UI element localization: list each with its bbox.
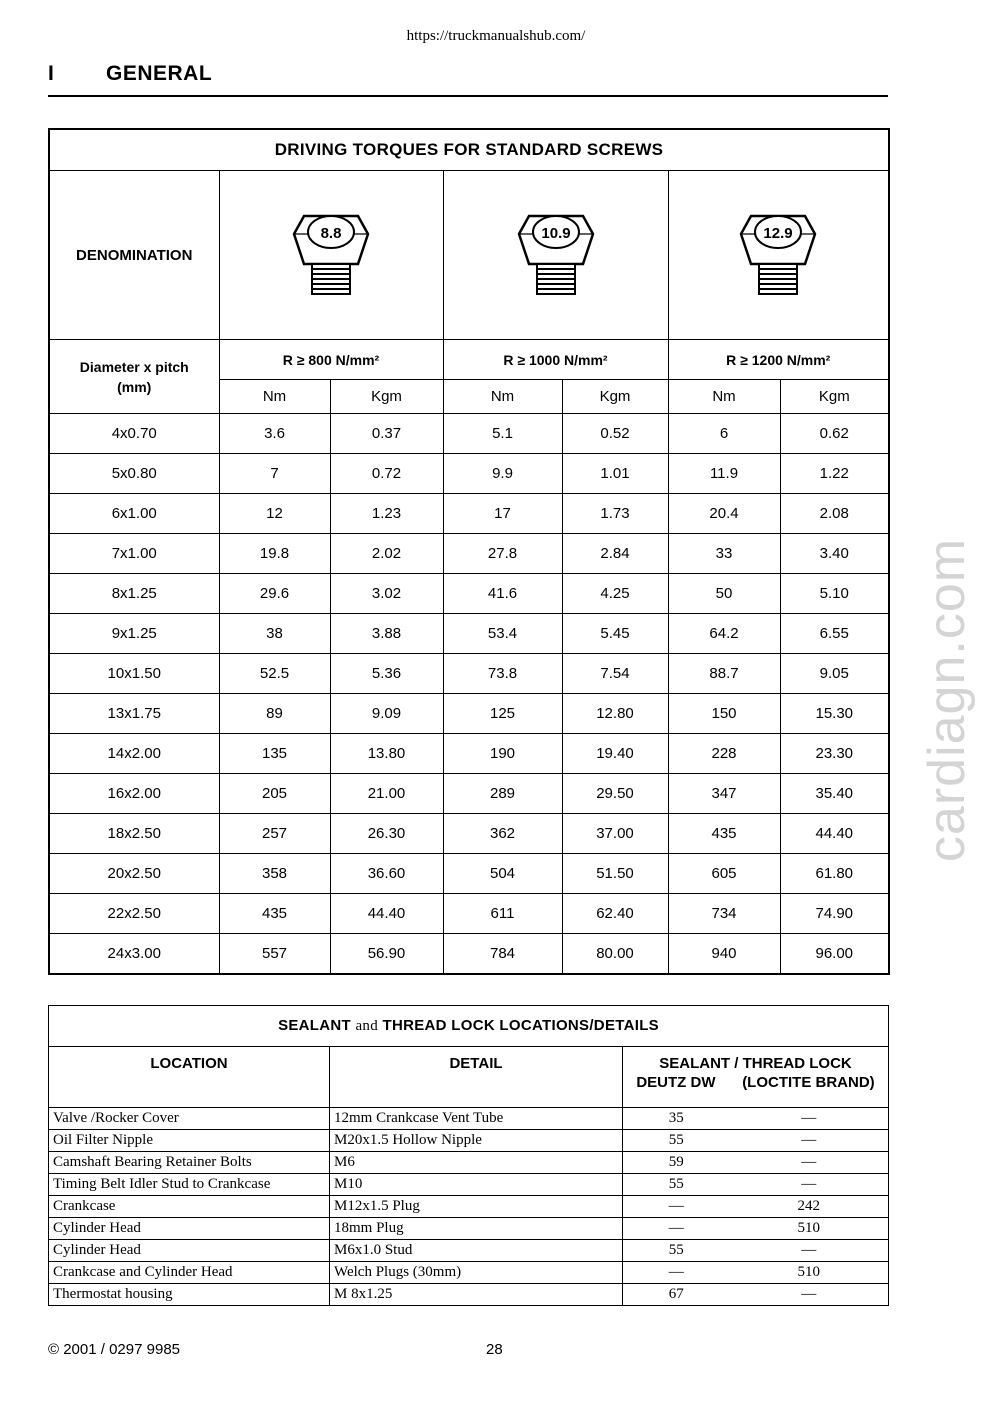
torque-value-cell: 35.40 xyxy=(780,774,889,814)
loctite-cell: — xyxy=(730,1240,889,1262)
sealant-row xyxy=(49,1196,889,1218)
strength-header: R ≥ 800 N/mm² xyxy=(219,340,443,380)
sealant-table xyxy=(48,1005,889,1306)
torque-value-cell: 13.80 xyxy=(330,734,443,774)
torque-row xyxy=(49,734,889,774)
torque-value-cell: 605 xyxy=(668,854,780,894)
bolt-10-9-icon xyxy=(511,208,601,303)
diameter-cell: 7x1.00 xyxy=(49,534,219,574)
strength-header: R ≥ 1000 N/mm² xyxy=(443,340,668,380)
torque-value-cell: 29.6 xyxy=(219,574,330,614)
torque-value-cell: 33 xyxy=(668,534,780,574)
torque-value-cell: 12 xyxy=(219,494,330,534)
diameter-header xyxy=(49,340,219,414)
torque-value-cell: 7.54 xyxy=(562,654,668,694)
unit-header: Nm xyxy=(668,380,780,414)
location-cell: Crankcase and Cylinder Head xyxy=(49,1262,330,1284)
bolt-cell-8-8 xyxy=(219,171,443,340)
torque-table-body xyxy=(49,414,889,975)
strength-header: R ≥ 1200 N/mm² xyxy=(668,340,889,380)
sealant-row xyxy=(49,1152,889,1174)
loctite-cell: — xyxy=(730,1174,889,1196)
loctite-subheader: (LOCTITE BRAND) xyxy=(742,1074,875,1091)
location-cell: Cylinder Head xyxy=(49,1240,330,1262)
loctite-cell: — xyxy=(730,1152,889,1174)
diameter-unit: (mm) xyxy=(117,378,152,395)
torque-value-cell: 11.9 xyxy=(668,454,780,494)
torque-value-cell: 734 xyxy=(668,894,780,934)
torque-value-cell: 51.50 xyxy=(562,854,668,894)
sealant-title-part2: THREAD LOCK LOCATIONS/DETAILS xyxy=(382,1017,659,1034)
diameter-label: Diameter x pitch xyxy=(79,358,189,375)
torque-value-cell: 41.6 xyxy=(443,574,562,614)
torque-row xyxy=(49,494,889,534)
location-cell: Crankcase xyxy=(49,1196,330,1218)
torque-value-cell: 44.40 xyxy=(780,814,889,854)
bolt-grade-label: 12.9 xyxy=(763,224,793,242)
torque-value-cell: 27.8 xyxy=(443,534,562,574)
loctite-cell: — xyxy=(730,1284,889,1306)
torque-value-cell: 23.30 xyxy=(780,734,889,774)
torque-value-cell: 29.50 xyxy=(562,774,668,814)
torque-value-cell: 80.00 xyxy=(562,934,668,975)
loctite-cell: 510 xyxy=(730,1262,889,1284)
torque-value-cell: 36.60 xyxy=(330,854,443,894)
deutz-cell: — xyxy=(623,1218,730,1240)
torque-value-cell: 784 xyxy=(443,934,562,975)
unit-header: Nm xyxy=(219,380,330,414)
torque-value-cell: 88.7 xyxy=(668,654,780,694)
detail-header: DETAIL xyxy=(330,1047,623,1108)
torque-value-cell: 89 xyxy=(219,694,330,734)
torque-value-cell: 62.40 xyxy=(562,894,668,934)
torque-value-cell: 1.22 xyxy=(780,454,889,494)
torque-value-cell: 17 xyxy=(443,494,562,534)
torque-value-cell: 2.02 xyxy=(330,534,443,574)
deutz-cell: — xyxy=(623,1196,730,1218)
diameter-cell: 4x0.70 xyxy=(49,414,219,454)
torque-value-cell: 940 xyxy=(668,934,780,975)
torque-value-cell: 37.00 xyxy=(562,814,668,854)
torque-value-cell: 362 xyxy=(443,814,562,854)
diameter-cell: 24x3.00 xyxy=(49,934,219,975)
torque-value-cell: 257 xyxy=(219,814,330,854)
heading-rule xyxy=(48,95,888,97)
torque-table xyxy=(48,128,890,975)
diameter-cell: 6x1.00 xyxy=(49,494,219,534)
deutz-cell: 67 xyxy=(623,1284,730,1306)
detail-cell: M10 xyxy=(330,1174,623,1196)
unit-header: Kgm xyxy=(562,380,668,414)
torque-row xyxy=(49,894,889,934)
diameter-cell: 20x2.50 xyxy=(49,854,219,894)
detail-cell: 12mm Crankcase Vent Tube xyxy=(330,1108,623,1130)
section-heading xyxy=(48,62,212,86)
sealant-title-part1: SEALANT xyxy=(278,1017,351,1034)
torque-row xyxy=(49,654,889,694)
torque-value-cell: 4.25 xyxy=(562,574,668,614)
location-header: LOCATION xyxy=(49,1047,330,1108)
bolt-cell-10-9 xyxy=(443,171,668,340)
sealant-row xyxy=(49,1218,889,1240)
detail-cell: M 8x1.25 xyxy=(330,1284,623,1306)
bolt-grade-label: 10.9 xyxy=(540,224,571,242)
detail-cell: 18mm Plug xyxy=(330,1218,623,1240)
detail-cell: Welch Plugs (30mm) xyxy=(330,1262,623,1284)
torque-row xyxy=(49,414,889,454)
torque-value-cell: 19.8 xyxy=(219,534,330,574)
torque-row xyxy=(49,694,889,734)
sealant-table-title xyxy=(49,1006,889,1047)
torque-value-cell: 289 xyxy=(443,774,562,814)
torque-value-cell: 20.4 xyxy=(668,494,780,534)
sealant-row xyxy=(49,1108,889,1130)
torque-value-cell: 228 xyxy=(668,734,780,774)
torque-value-cell: 135 xyxy=(219,734,330,774)
sealant-row xyxy=(49,1284,889,1306)
unit-header: Nm xyxy=(443,380,562,414)
torque-value-cell: 56.90 xyxy=(330,934,443,975)
torque-value-cell: 0.62 xyxy=(780,414,889,454)
bolt-grade-label: 8.8 xyxy=(320,224,342,242)
torque-value-cell: 44.40 xyxy=(330,894,443,934)
detail-cell: M12x1.5 Plug xyxy=(330,1196,623,1218)
diameter-cell: 22x2.50 xyxy=(49,894,219,934)
diameter-cell: 16x2.00 xyxy=(49,774,219,814)
torque-row xyxy=(49,534,889,574)
torque-value-cell: 435 xyxy=(219,894,330,934)
section-title: GENERAL xyxy=(106,62,213,85)
torque-value-cell: 125 xyxy=(443,694,562,734)
torque-value-cell: 6 xyxy=(668,414,780,454)
unit-header: Kgm xyxy=(780,380,889,414)
torque-value-cell: 347 xyxy=(668,774,780,814)
sealant-header-label: SEALANT / THREAD LOCK xyxy=(659,1055,852,1072)
torque-value-cell: 96.00 xyxy=(780,934,889,975)
deutz-cell: 59 xyxy=(623,1152,730,1174)
torque-value-cell: 611 xyxy=(443,894,562,934)
sealant-header xyxy=(623,1047,889,1108)
torque-value-cell: 1.73 xyxy=(562,494,668,534)
diameter-cell: 9x1.25 xyxy=(49,614,219,654)
torque-value-cell: 190 xyxy=(443,734,562,774)
torque-row xyxy=(49,854,889,894)
sealant-row xyxy=(49,1262,889,1284)
torque-value-cell: 52.5 xyxy=(219,654,330,694)
torque-value-cell: 2.84 xyxy=(562,534,668,574)
unit-header: Kgm xyxy=(330,380,443,414)
torque-value-cell: 1.01 xyxy=(562,454,668,494)
torque-value-cell: 3.40 xyxy=(780,534,889,574)
diameter-cell: 14x2.00 xyxy=(49,734,219,774)
torque-value-cell: 7 xyxy=(219,454,330,494)
deutz-subheader: DEUTZ DW xyxy=(636,1074,716,1091)
torque-value-cell: 435 xyxy=(668,814,780,854)
sealant-row xyxy=(49,1130,889,1152)
diameter-cell: 10x1.50 xyxy=(49,654,219,694)
torque-value-cell: 3.88 xyxy=(330,614,443,654)
sealant-table-body xyxy=(49,1108,889,1306)
torque-value-cell: 5.1 xyxy=(443,414,562,454)
torque-row xyxy=(49,574,889,614)
torque-value-cell: 64.2 xyxy=(668,614,780,654)
torque-value-cell: 6.55 xyxy=(780,614,889,654)
detail-cell: M6x1.0 Stud xyxy=(330,1240,623,1262)
torque-value-cell: 2.08 xyxy=(780,494,889,534)
torque-value-cell: 61.80 xyxy=(780,854,889,894)
torque-row xyxy=(49,934,889,975)
diameter-cell: 13x1.75 xyxy=(49,694,219,734)
torque-value-cell: 38 xyxy=(219,614,330,654)
deutz-cell: — xyxy=(623,1262,730,1284)
sealant-row xyxy=(49,1240,889,1262)
location-cell: Valve /Rocker Cover xyxy=(49,1108,330,1130)
sealant-title-and: and xyxy=(355,1018,379,1034)
loctite-cell: — xyxy=(730,1130,889,1152)
torque-value-cell: 9.09 xyxy=(330,694,443,734)
torque-value-cell: 19.40 xyxy=(562,734,668,774)
copyright: © 2001 / 0297 9985 xyxy=(48,1341,180,1358)
diameter-cell: 18x2.50 xyxy=(49,814,219,854)
torque-value-cell: 0.37 xyxy=(330,414,443,454)
detail-cell: M20x1.5 Hollow Nipple xyxy=(330,1130,623,1152)
torque-value-cell: 9.9 xyxy=(443,454,562,494)
torque-value-cell: 12.80 xyxy=(562,694,668,734)
torque-value-cell: 0.52 xyxy=(562,414,668,454)
bolt-cell-12-9 xyxy=(668,171,889,340)
torque-value-cell: 0.72 xyxy=(330,454,443,494)
torque-row xyxy=(49,454,889,494)
torque-value-cell: 5.45 xyxy=(562,614,668,654)
location-cell: Thermostat housing xyxy=(49,1284,330,1306)
diameter-cell: 8x1.25 xyxy=(49,574,219,614)
torque-row xyxy=(49,614,889,654)
deutz-cell: 55 xyxy=(623,1174,730,1196)
bolt-12-9-icon xyxy=(733,208,823,303)
page-number: 28 xyxy=(486,1341,503,1358)
torque-value-cell: 5.10 xyxy=(780,574,889,614)
bolt-8-8-icon xyxy=(286,208,376,303)
denomination-label: DENOMINATION xyxy=(49,171,219,340)
deutz-cell: 55 xyxy=(623,1130,730,1152)
torque-value-cell: 26.30 xyxy=(330,814,443,854)
torque-value-cell: 1.23 xyxy=(330,494,443,534)
loctite-cell: 242 xyxy=(730,1196,889,1218)
torque-value-cell: 504 xyxy=(443,854,562,894)
torque-value-cell: 50 xyxy=(668,574,780,614)
torque-value-cell: 557 xyxy=(219,934,330,975)
detail-cell: M6 xyxy=(330,1152,623,1174)
torque-value-cell: 205 xyxy=(219,774,330,814)
torque-value-cell: 358 xyxy=(219,854,330,894)
torque-value-cell: 3.6 xyxy=(219,414,330,454)
sealant-row xyxy=(49,1174,889,1196)
torque-value-cell: 150 xyxy=(668,694,780,734)
deutz-cell: 55 xyxy=(623,1240,730,1262)
deutz-cell: 35 xyxy=(623,1108,730,1130)
torque-row xyxy=(49,774,889,814)
torque-row xyxy=(49,814,889,854)
torque-value-cell: 21.00 xyxy=(330,774,443,814)
torque-value-cell: 5.36 xyxy=(330,654,443,694)
loctite-cell: — xyxy=(730,1108,889,1130)
location-cell: Timing Belt Idler Stud to Crankcase xyxy=(49,1174,330,1196)
diameter-cell: 5x0.80 xyxy=(49,454,219,494)
source-url[interactable]: https://truckmanualshub.com/ xyxy=(406,28,586,44)
location-cell: Camshaft Bearing Retainer Bolts xyxy=(49,1152,330,1174)
watermark: cardiagn.com xyxy=(918,537,976,863)
torque-table-title: DRIVING TORQUES FOR STANDARD SCREWS xyxy=(49,129,889,171)
section-number: I xyxy=(48,62,55,85)
torque-value-cell: 73.8 xyxy=(443,654,562,694)
torque-value-cell: 74.90 xyxy=(780,894,889,934)
location-cell: Oil Filter Nipple xyxy=(49,1130,330,1152)
torque-value-cell: 9.05 xyxy=(780,654,889,694)
loctite-cell: 510 xyxy=(730,1218,889,1240)
torque-value-cell: 3.02 xyxy=(330,574,443,614)
location-cell: Cylinder Head xyxy=(49,1218,330,1240)
torque-value-cell: 53.4 xyxy=(443,614,562,654)
torque-value-cell: 15.30 xyxy=(780,694,889,734)
